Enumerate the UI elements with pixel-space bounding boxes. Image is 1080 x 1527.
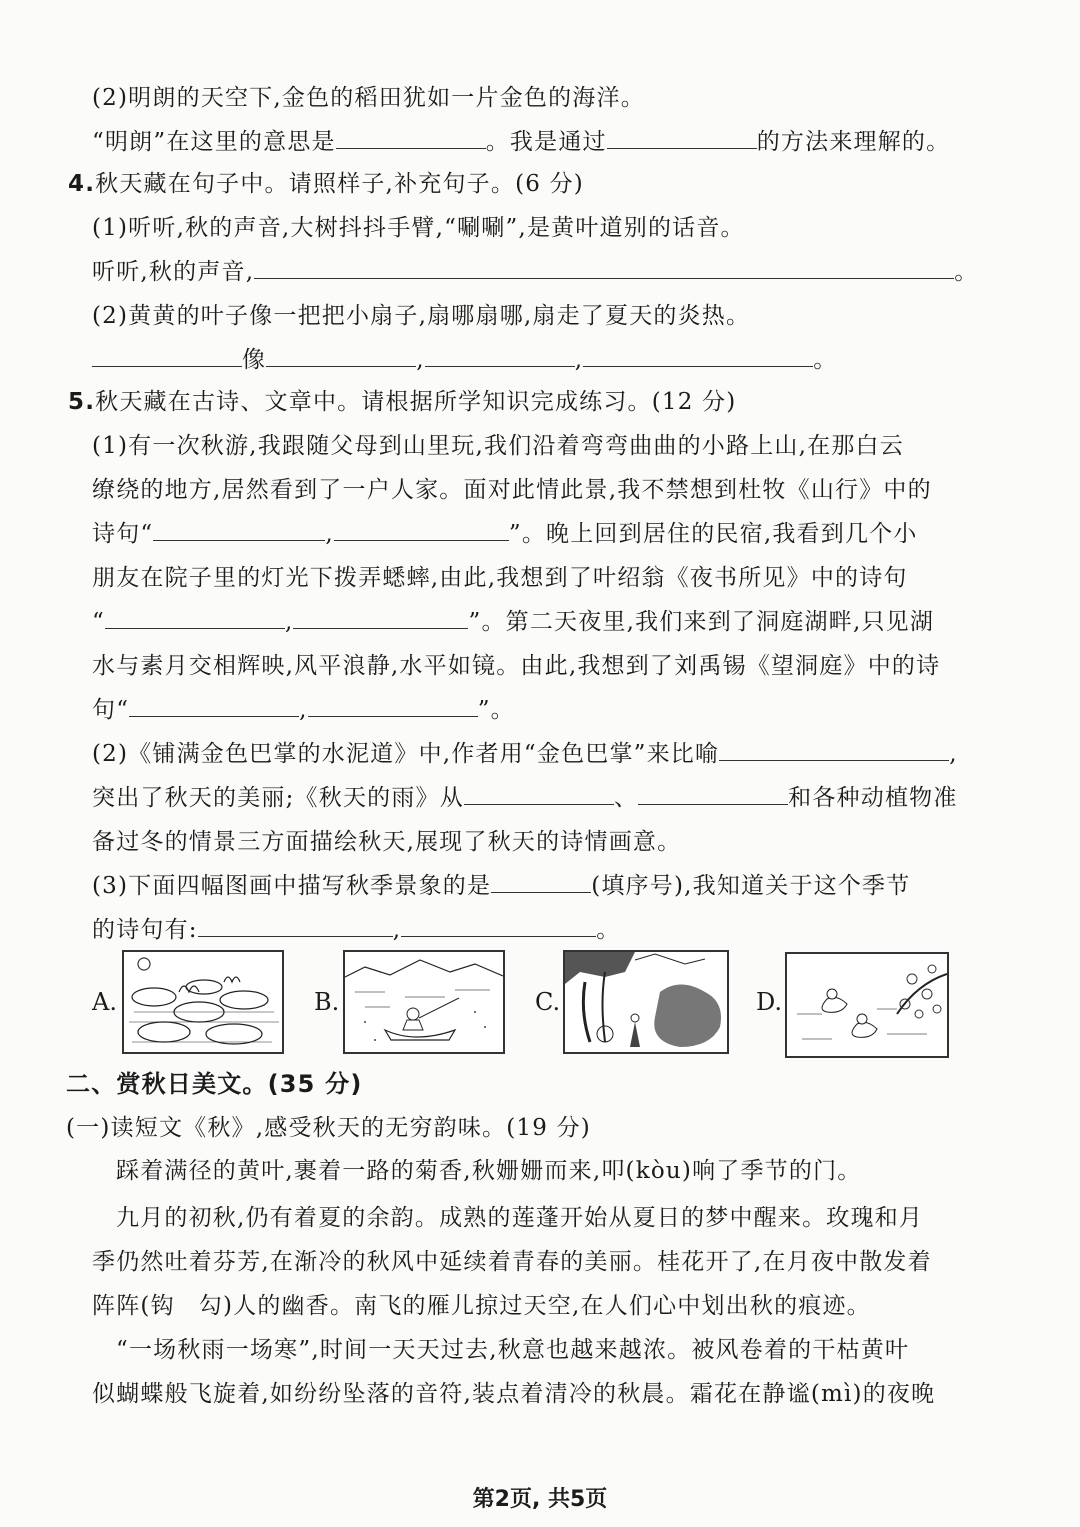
autumn-rain-blank-2[interactable] <box>638 782 788 805</box>
q4-title <box>68 168 1080 200</box>
q5-line-1: (1)有一次秋游,我跟随父母到山里玩,我们沿着弯弯曲曲的小路上山,在那白云 <box>92 433 904 459</box>
dongting-blank-2[interactable] <box>308 694 478 717</box>
passage-p2: 九月的初秋,仍有着夏的余韵。成熟的莲蓬开始从夏日的梦中醒来。玫瑰和月 <box>116 1205 924 1231</box>
q4-item1-blank[interactable] <box>254 256 954 279</box>
meaning-blank[interactable] <box>336 126 486 149</box>
q5-line-5-comma: , <box>284 609 294 635</box>
q5-line-7-rest: ”。 <box>477 697 515 723</box>
q5-line-11-prompt: (3)下面四幅图画中描写秋季景象的是 <box>92 873 492 899</box>
q5-line-7-comma: , <box>299 697 308 723</box>
q5-line-10: 备过冬的情景三方面描绘秋天,展现了秋天的诗情画意。 <box>92 829 682 855</box>
q3-item2-prompt-a: “明朗”在这里的意思是 <box>92 129 336 155</box>
shanxing-blank-2[interactable] <box>334 518 509 541</box>
q5-line-9-rest: 和各种动植物准 <box>788 785 958 811</box>
option-d-duck-picture[interactable] <box>785 952 949 1058</box>
q3-item2-text: (2)明朗的天空下,金色的稻田犹如一片金色的海洋。 <box>92 85 645 111</box>
q5-line-3-comma: , <box>325 521 334 547</box>
q5-line-8 <box>92 738 1080 770</box>
q5-line-8-text: (2)《铺满金色巴掌的水泥道》中,作者用“金色巴掌”来比喻 <box>92 741 720 767</box>
metaphor-blank[interactable] <box>719 738 949 761</box>
q5-line-5-rest: ”。第二天夜里,我们来到了洞庭湖畔,只见湖 <box>468 609 935 635</box>
q5-line-3-rest: ”。晚上回到居住的民宿,我看到几个小 <box>508 521 918 547</box>
q4-item2-blank-4[interactable] <box>583 344 813 367</box>
q4-item2-period: 。 <box>813 347 838 373</box>
q4-title-text: 秋天藏在句子中。请照样子,补充句子。(6 分) <box>95 171 584 197</box>
option-d-label: D. <box>756 988 783 1016</box>
q5-line-9-dun: 、 <box>613 785 639 811</box>
q4-item2-comma-1: , <box>416 347 425 373</box>
q5-line-12-comma: , <box>392 917 402 943</box>
q5-line-6: 水与素月交相辉映,风平浪静,水平如镜。由此,我想到了刘禹锡《望洞庭》中的诗 <box>92 653 941 679</box>
q5-line-2: 缭绕的地方,居然看到了一户人家。面对此情此景,我不禁想到杜牧《山行》中的 <box>92 477 932 503</box>
q5-line-8-comma: , <box>949 741 958 767</box>
section-2-title: 二、赏秋日美文。(35 分) <box>66 1070 363 1098</box>
passage-p6: 似蝴蝶般飞旋着,如纷纷坠落的音符,装点着清冷的秋晨。霜花在静谧(mì)的夜晚 <box>92 1381 936 1407</box>
season-poem-blank-2[interactable] <box>401 914 596 937</box>
passage-p4-choice-b: 勾)人的幽香。南飞的雁儿掠过天空,在人们心中划出秋的痕迹。 <box>198 1293 871 1319</box>
q5-line-11-rest: (填序号),我知道关于这个季节 <box>591 873 911 899</box>
q5-title-text: 秋天藏在古诗、文章中。请根据所学知识完成练习。(12 分) <box>95 389 737 415</box>
q5-title <box>68 386 1080 418</box>
q5-line-4: 朋友在院子里的灯光下拨弄蟋蟀,由此,我想到了叶绍翁《夜书所见》中的诗句 <box>92 565 908 591</box>
q4-item2-blank-3[interactable] <box>425 344 575 367</box>
q4-number: 4. <box>68 171 96 197</box>
option-a-lotus-picture[interactable] <box>122 950 284 1054</box>
q4-item2-answer-line <box>92 344 1080 376</box>
q5-line-9-prompt: 突出了秋天的美丽;《秋天的雨》从 <box>92 785 464 811</box>
page-footer: 第2页, 共5页 <box>472 1487 608 1512</box>
q5-line-12-period: 。 <box>596 917 621 943</box>
q5-line-12-prompt: 的诗句有: <box>92 917 198 943</box>
q5-line-11 <box>92 870 1080 902</box>
q5-number: 5. <box>68 389 96 415</box>
q5-line-9 <box>92 782 1080 814</box>
q5-line-5 <box>92 606 1080 638</box>
option-a-label: A. <box>92 988 117 1016</box>
q4-item1-answer-line <box>92 256 1080 288</box>
q5-line-3-prompt: 诗句“ <box>92 521 154 547</box>
q3-item2-answer-line <box>92 126 1080 158</box>
q4-item2-blank-2[interactable] <box>266 344 416 367</box>
autumn-rain-blank-1[interactable] <box>464 782 614 805</box>
option-b-label: B. <box>314 988 340 1016</box>
q5-line-3 <box>92 518 1080 550</box>
passage-p4-choice-a: 阵阵(钩 <box>92 1293 175 1319</box>
q5-line-7-prompt: 句“ <box>92 697 130 723</box>
section-2-subtitle: (一)读短文《秋》,感受秋天的无穷韵味。(19 分) <box>66 1115 591 1141</box>
picture-choice-blank[interactable] <box>491 870 591 893</box>
passage-p3: 季仍然吐着芬芳,在渐冷的秋风中延续着青春的美丽。桂花开了,在月夜中散发着 <box>92 1249 932 1275</box>
method-blank[interactable] <box>607 126 757 149</box>
season-poem-blank-1[interactable] <box>198 914 393 937</box>
q4-item2-comma-2: , <box>574 347 584 373</box>
q4-item1-prompt: 听听,秋的声音, <box>92 259 255 285</box>
q4-item2-like: 像 <box>242 347 267 373</box>
option-b-boat-picture[interactable] <box>343 950 505 1054</box>
option-c-mountain-picture[interactable] <box>563 950 729 1054</box>
q5-line-5-quote: “ <box>92 609 105 635</box>
passage-p5: “一场秋雨一场寒”,时间一天天过去,秋意也越来越浓。被风卷着的干枯黄叶 <box>116 1337 910 1363</box>
dongting-blank-1[interactable] <box>129 694 299 717</box>
passage-p1: 踩着满径的黄叶,裹着一路的菊香,秋姗姗而来,叩(kòu)响了季节的门。 <box>116 1158 862 1184</box>
shanxing-blank-1[interactable] <box>153 518 325 541</box>
q3-item2-prompt-b: 。我是通过 <box>485 129 607 155</box>
q4-item1-end: 。 <box>954 259 979 285</box>
yeshu-blank-2[interactable] <box>293 606 468 629</box>
q5-line-7 <box>92 694 1080 726</box>
yeshu-blank-1[interactable] <box>105 606 285 629</box>
passage-p4 <box>92 1290 1080 1322</box>
q3-item2-prompt-c: 的方法来理解的。 <box>756 129 951 155</box>
q5-line-12 <box>92 914 1080 946</box>
q4-item2-blank-1[interactable] <box>92 344 242 367</box>
q4-item1-text: (1)听听,秋的声音,大树抖抖手臂,“唰唰”,是黄叶道别的话音。 <box>92 215 745 241</box>
option-c-label: C. <box>535 988 561 1016</box>
q4-item2-text: (2)黄黄的叶子像一把把小扇子,扇哪扇哪,扇走了夏天的炎热。 <box>92 303 751 329</box>
